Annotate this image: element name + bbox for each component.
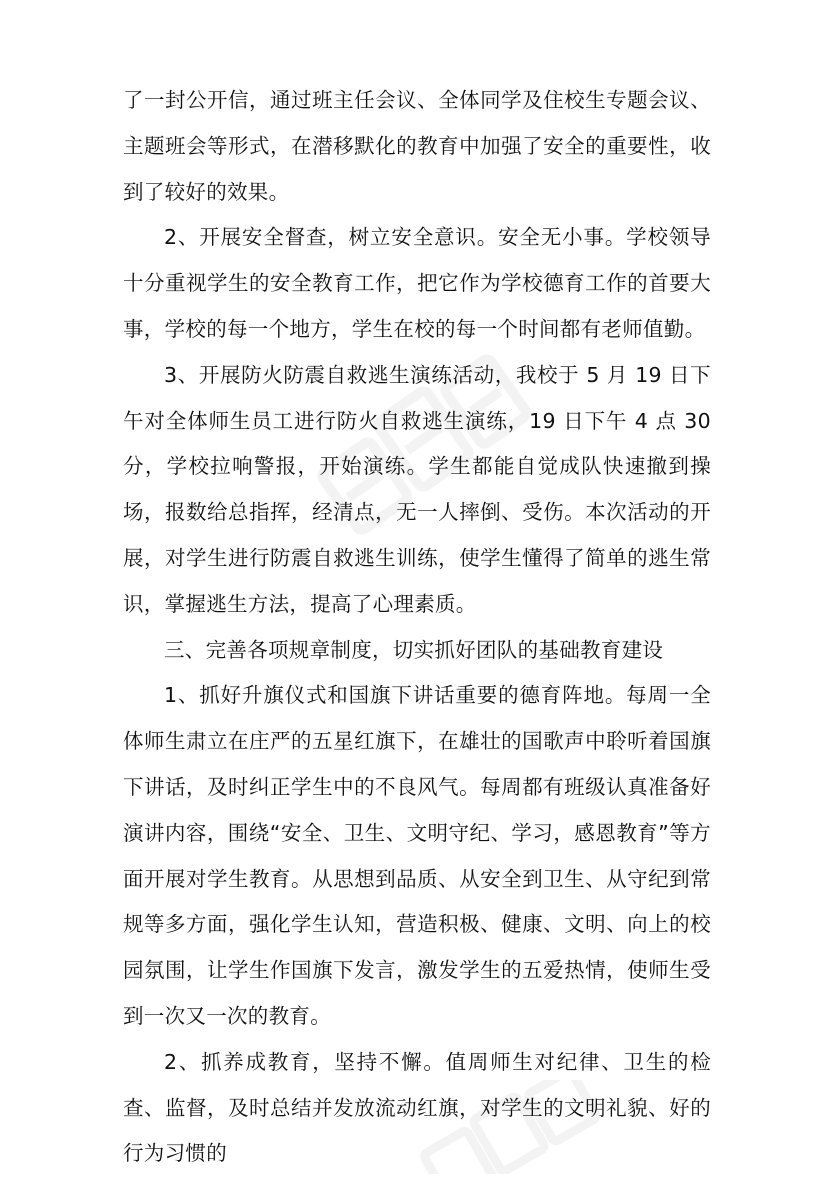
paragraph: 1、抓好升旗仪式和国旗下讲话重要的德育阵地。每周一全体师生肃立在庄严的五星红旗下，在雄壮的国歌声中聆听着国旗下讲话，及时纠正学生中的不良风气。每周都有班级认真准备好演讲内容，围绕“安全、卫生、文明守纪、学习，感恩教育”等方面开展对学生教育。从思想到品质、从安全到卫生、从守纪到常规等多方面，强化学生认知，营造积极、健康、文明、向上的校园氛围，让学生作国旗下发言，激发学生的五爱热情，使师生受到一次又一次的教育。 (123, 683, 711, 1028)
paragraph: 了一封公开信，通过班主任会议、全体同学及住校生专题会议、主题班会等形式，在潜移默化的教育中加强了安全的重要性，收到了较好的效果。 (123, 88, 711, 204)
document-body (123, 78, 711, 1177)
paragraph: 2、抓养成教育，坚持不懈。值周师生对纪律、卫生的检查、监督，及时总结并发放流动红旗，对学生的文明礼貌、好的行为习惯的 (123, 1049, 711, 1166)
section-heading: 三、完善各项规章制度，切实抓好团队的基础教育建设 (164, 637, 664, 662)
paragraph: 3、开展防火防震自救逃生演练活动，我校于 5 月 19 日下午对全体师生员工进行防火自救逃生演练，19 日下午 4 点 30 分，学校拉响警报，开始演练。学生都能自觉成队快速撤到操场，报数给总指挥，经清点，无一人摔倒、受伤。本次活动的开展，对学生进行防震自救逃生训练，使学生懂得了简单的逃生常识，掌握逃生方法，提高了心理素质。 (123, 362, 711, 616)
paragraph: 2、开展安全督查，树立安全意识。安全无小事。学校领导十分重视学生的安全教育工作，把它作为学校德育工作的首要大事，学校的每一个地方，学生在校的每一个时间都有老师值勤。 (123, 225, 711, 341)
